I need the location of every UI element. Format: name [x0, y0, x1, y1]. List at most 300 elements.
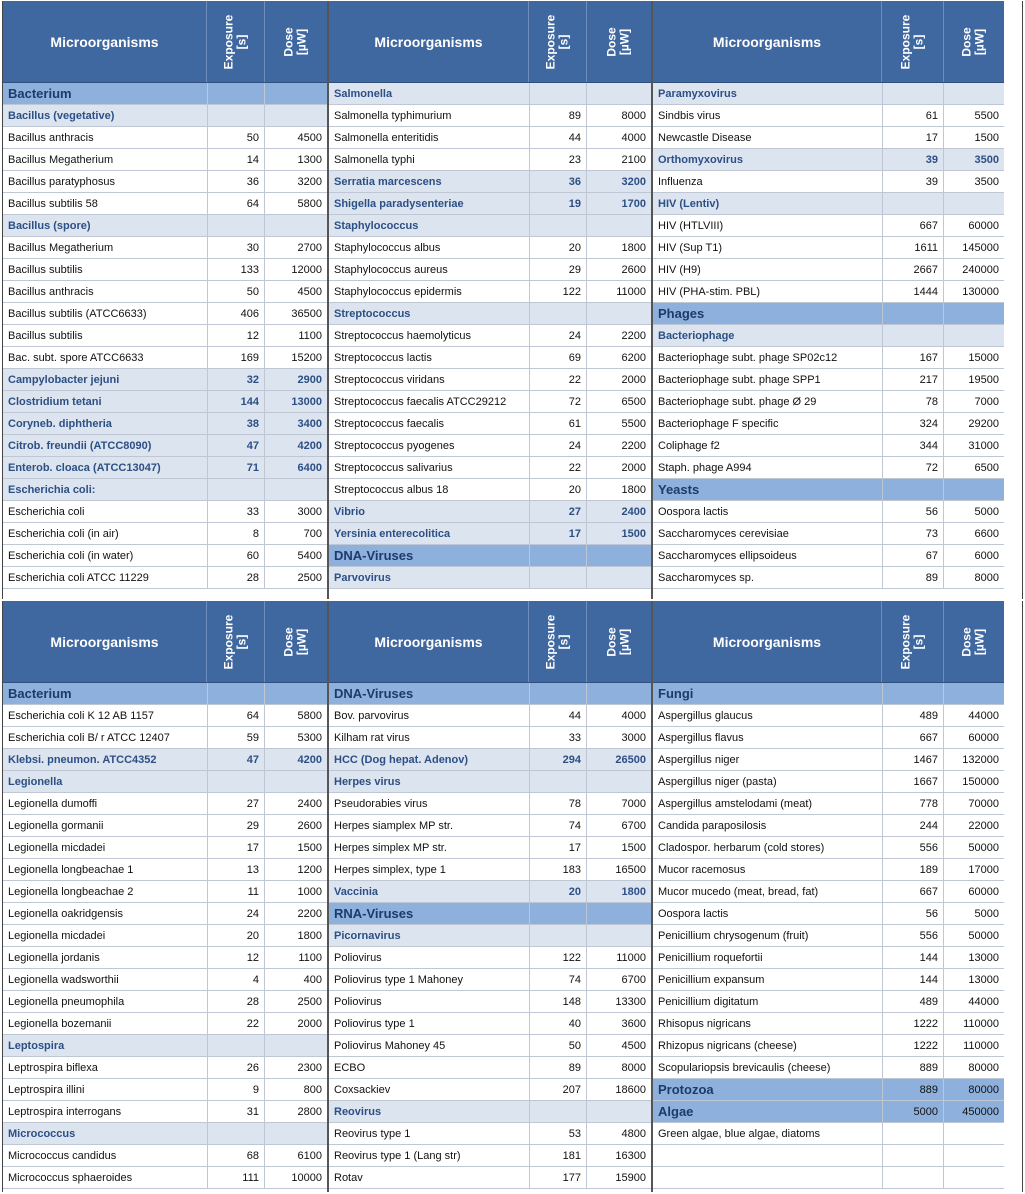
category-row [653, 1079, 1004, 1101]
table-row [3, 1145, 327, 1167]
header-exposure-label: Exposure [s] [221, 14, 249, 69]
subgroup-row [3, 413, 327, 435]
exposure-value [530, 215, 587, 236]
table-row [3, 545, 327, 567]
microorganism-name: Poliovirus Mahoney 45 [329, 1035, 530, 1056]
microorganism-name: Rotav [329, 1167, 530, 1188]
exposure-value: 28 [208, 567, 265, 588]
dose-value: 5300 [297, 731, 322, 744]
dose-value: 5500 [621, 417, 646, 430]
microorganism-name: Coxsackiev [329, 1079, 530, 1100]
dose-value [944, 479, 1004, 500]
dose-value: 2600 [621, 263, 646, 276]
microorganism-name: Aspergillus glaucus [653, 705, 883, 726]
exposure-value: 47 [208, 435, 265, 456]
table-panel [3, 1, 327, 599]
exposure-value: 69 [530, 347, 587, 368]
exposure-value [208, 1123, 265, 1144]
header-dose [943, 601, 1004, 682]
table-row [3, 1167, 327, 1189]
dose-value: 1300 [297, 153, 322, 166]
exposure-value: 20 [208, 925, 265, 946]
dose-value [587, 215, 651, 236]
exposure-value [883, 1167, 944, 1188]
exposure-value: 33 [530, 727, 587, 748]
dose-value: 132000 [962, 753, 999, 766]
exposure-value: 17 [208, 837, 265, 858]
dose-value: 2600 [297, 819, 322, 832]
dose-value: 11000 [616, 951, 646, 964]
dose-value: 5500 [974, 109, 999, 122]
table-row [653, 727, 1004, 749]
table-row [329, 325, 651, 347]
subgroup-row [329, 83, 651, 105]
table-row [329, 705, 651, 727]
exposure-value: 78 [530, 793, 587, 814]
table-row [3, 567, 327, 589]
dose-value: 3000 [297, 505, 322, 518]
exposure-value: 89 [530, 1057, 587, 1078]
microorganism-name: Penicillium expansum [653, 969, 883, 990]
microorganism-name: Leptrospira illini [3, 1079, 208, 1100]
exposure-value: 4 [208, 969, 265, 990]
table-row [653, 457, 1004, 479]
microorganism-name: ECBO [329, 1057, 530, 1078]
microorganism-name: HIV (H9) [653, 259, 883, 280]
exposure-value: 12 [208, 947, 265, 968]
table-row [653, 1167, 1004, 1189]
microorganism-name: Herpes simplex, type 1 [329, 859, 530, 880]
header-microorganisms: Microorganisms [374, 633, 483, 650]
microorganism-name: Leptospira [3, 1035, 208, 1056]
microorganism-name: Salmonella [329, 83, 530, 104]
dose-value [265, 83, 327, 104]
table-row [329, 237, 651, 259]
exposure-value: 20 [530, 237, 587, 258]
dose-value: 4500 [297, 131, 322, 144]
microorganism-name: Saccharomyces ellipsoideus [653, 545, 883, 566]
microorganism-name: Reovirus [329, 1101, 530, 1122]
exposure-value: 667 [883, 215, 944, 236]
subgroup-row [3, 1123, 327, 1145]
table-row [3, 947, 327, 969]
microorganism-name: Cladospor. herbarum (cold stores) [653, 837, 883, 858]
dose-value: 110000 [963, 1017, 999, 1030]
table-row [3, 705, 327, 727]
exposure-value: 144 [208, 391, 265, 412]
dose-value: 1100 [298, 951, 322, 964]
dose-value: 70000 [968, 797, 999, 810]
dose-value [944, 193, 1004, 214]
header-dose [586, 601, 651, 682]
header-dose-label: Dose [µW] [605, 626, 632, 657]
microorganism-name: HIV (Sup T1) [653, 237, 883, 258]
exposure-value: 111 [208, 1167, 265, 1188]
exposure-value: 74 [530, 969, 587, 990]
subgroup-row [329, 771, 651, 793]
exposure-value [208, 83, 265, 104]
dose-value: 2000 [621, 373, 646, 386]
exposure-value: 72 [883, 457, 944, 478]
exposure-value: 39 [883, 149, 944, 170]
exposure-value: 64 [208, 705, 265, 726]
dose-value: 13000 [291, 395, 322, 408]
dose-value [944, 325, 1004, 346]
table-block-top [2, 1, 1023, 599]
table-row [653, 1035, 1004, 1057]
header-dose [264, 1, 327, 82]
table-row [329, 391, 651, 413]
microorganism-name: Bov. parvovirus [329, 705, 530, 726]
table-row [3, 259, 327, 281]
header-dose [586, 1, 651, 82]
header-exposure [881, 1, 943, 82]
microorganism-name: Escherichia coli B/ r ATCC 12407 [3, 727, 208, 748]
dose-value [587, 83, 651, 104]
header-microorganisms: Microorganisms [712, 33, 822, 50]
microorganism-name: Bacillus subtilis [3, 259, 208, 280]
microorganism-name: Green algae, blue algae, diatoms [653, 1123, 883, 1144]
dose-value: 5800 [297, 709, 322, 722]
microorganism-name: Phages [653, 303, 883, 324]
header-dose-label: Dose [µW] [282, 26, 309, 57]
dose-value [944, 1123, 1004, 1144]
table-row [653, 259, 1004, 281]
microorganism-name: Escherichia coli [3, 501, 208, 522]
dose-value [265, 479, 327, 500]
microorganism-name: Bacillus (vegetative) [3, 105, 208, 126]
dose-value: 80000 [968, 1061, 999, 1074]
table-row [3, 149, 327, 171]
dose-value: 7000 [621, 797, 646, 810]
header-dose-label: Dose [µW] [960, 626, 987, 657]
microorganism-name: Streptococcus pyogenes [329, 435, 530, 456]
exposure-value [530, 545, 587, 566]
dose-value: 26500 [615, 753, 646, 766]
microorganism-name: Micrococcus candidus [3, 1145, 208, 1166]
microorganism-name: Streptococcus lactis [329, 347, 530, 368]
microorganism-name: Serratia marcescens [329, 171, 530, 192]
dose-value [944, 683, 1004, 704]
microorganism-name: Vaccinia [329, 881, 530, 902]
dose-value: 3500 [974, 175, 999, 188]
dose-value: 2700 [297, 241, 322, 254]
exposure-value: 13 [208, 859, 265, 880]
exposure-value: 30 [208, 237, 265, 258]
header-exposure-label: Exposure [s] [221, 614, 249, 669]
microorganism-name: Yersinia enterecolitica [329, 523, 530, 544]
microorganism-name: Clostridium tetani [3, 391, 208, 412]
microorganism-name: Legionella micdadei [3, 837, 208, 858]
exposure-value: 889 [883, 1057, 944, 1078]
header-dose [264, 601, 327, 682]
subgroup-row [3, 771, 327, 793]
exposure-value: 50 [208, 127, 265, 148]
exposure-value: 50 [530, 1035, 587, 1056]
table-row [653, 105, 1004, 127]
dose-value: 5800 [297, 197, 322, 210]
table-row [3, 969, 327, 991]
subgroup-row [329, 303, 651, 325]
dose-value: 5000 [974, 907, 999, 920]
exposure-value: 11 [208, 881, 265, 902]
table-row [653, 837, 1004, 859]
subgroup-row [329, 1101, 651, 1123]
table-row [329, 259, 651, 281]
microorganism-name: Oospora lactis [653, 903, 883, 924]
subgroup-row [329, 215, 651, 237]
header-microorganisms: Microorganisms [50, 33, 159, 50]
subgroup-row [329, 881, 651, 903]
dose-value: 240000 [962, 263, 999, 276]
dose-value: 60000 [968, 731, 999, 744]
microorganism-name: Reovirus type 1 (Lang str) [329, 1145, 530, 1166]
table-row [329, 991, 651, 1013]
header-exposure [206, 601, 264, 682]
exposure-value: 31 [208, 1101, 265, 1122]
table-row [653, 881, 1004, 903]
dose-value: 2400 [297, 797, 322, 810]
dose-value: 36500 [291, 307, 322, 320]
subgroup-row [3, 105, 327, 127]
exposure-value: 144 [883, 969, 944, 990]
microorganism-name: Sindbis virus [653, 105, 883, 126]
microorganism-name: Bacterium [3, 83, 208, 104]
table-row [329, 127, 651, 149]
microorganism-name: DNA-Viruses [329, 545, 530, 566]
dose-value [587, 303, 651, 324]
header-microorganisms: Microorganisms [50, 633, 159, 650]
dose-value: 2200 [297, 907, 322, 920]
microorganism-name: HCC (Dog hepat. Adenov) [329, 749, 530, 770]
dose-value: 6500 [974, 461, 999, 474]
microorganism-name: Orthomyxovirus [653, 149, 883, 170]
table-row [653, 369, 1004, 391]
microorganism-name: Bacillus subtilis [3, 325, 208, 346]
table-row [653, 215, 1004, 237]
table-row [3, 903, 327, 925]
exposure-value: 44 [530, 705, 587, 726]
dose-value: 2500 [297, 571, 322, 584]
table-row [3, 793, 327, 815]
table-row [653, 925, 1004, 947]
header-exposure [206, 1, 264, 82]
table-row [653, 347, 1004, 369]
subgroup-row [653, 193, 1004, 215]
table-row [329, 947, 651, 969]
table-row [653, 903, 1004, 925]
dose-value: 16300 [615, 1149, 646, 1162]
exposure-value: 60 [208, 545, 265, 566]
table-row [653, 969, 1004, 991]
microorganism-name: Algae [653, 1101, 883, 1122]
dose-value: 6100 [297, 1149, 322, 1162]
microorganism-name: Bacterium [3, 683, 208, 704]
exposure-value: 133 [208, 259, 265, 280]
dose-value: 44000 [968, 709, 999, 722]
table-row [3, 501, 327, 523]
dose-value: 1500 [621, 841, 646, 854]
microorganism-name: Staphylococcus aureus [329, 259, 530, 280]
dose-value: 2200 [621, 329, 646, 342]
dose-value: 1800 [621, 483, 646, 496]
microorganism-name: Bacteriophage subt. phage SPP1 [653, 369, 883, 390]
category-row [329, 545, 651, 567]
microorganism-name: HIV (Lentiv) [653, 193, 883, 214]
exposure-value: 56 [883, 501, 944, 522]
microorganism-name: Rhizopus nigricans (cheese) [653, 1035, 883, 1056]
table-block-bottom [2, 601, 1023, 1192]
exposure-value: 28 [208, 991, 265, 1012]
microorganism-name: Parvovirus [329, 567, 530, 588]
dose-value: 2200 [621, 439, 646, 452]
dose-value: 2800 [297, 1105, 322, 1118]
dose-value: 4200 [297, 439, 322, 452]
microorganism-name: Aspergillus flavus [653, 727, 883, 748]
exposure-value: 47 [208, 749, 265, 770]
table-row [329, 859, 651, 881]
exposure-value: 72 [530, 391, 587, 412]
microorganism-name: Saccharomyces sp. [653, 567, 883, 588]
microorganism-name: Candida paraposilosis [653, 815, 883, 836]
exposure-value [208, 771, 265, 792]
dose-value: 17000 [968, 863, 999, 876]
header-exposure-label: Exposure [s] [543, 614, 571, 669]
exposure-value [208, 215, 265, 236]
column-header-row [329, 601, 651, 683]
dose-value: 13300 [615, 995, 646, 1008]
dose-value: 1800 [621, 885, 646, 898]
subgroup-row [329, 193, 651, 215]
table-row [3, 815, 327, 837]
exposure-value: 14 [208, 149, 265, 170]
exposure-value: 40 [530, 1013, 587, 1034]
exposure-value: 24 [208, 903, 265, 924]
exposure-value: 1611 [883, 237, 944, 258]
table-row [329, 413, 651, 435]
microorganism-name: Bacillus (spore) [3, 215, 208, 236]
exposure-value: 207 [530, 1079, 587, 1100]
dose-value: 3500 [974, 153, 999, 166]
table-panel [3, 601, 327, 1192]
microorganism-name: Enterob. cloaca (ATCC13047) [3, 457, 208, 478]
microorganism-name: Streptococcus haemolyticus [329, 325, 530, 346]
exposure-value [530, 771, 587, 792]
exposure-value: 17 [883, 127, 944, 148]
subgroup-row [3, 479, 327, 501]
exposure-value: 122 [530, 947, 587, 968]
table-row [3, 127, 327, 149]
microorganism-name: Streptococcus faecalis [329, 413, 530, 434]
microorganism-name: Mucor mucedo (meat, bread, fat) [653, 881, 883, 902]
microorganism-name: Herpes simplex MP str. [329, 837, 530, 858]
exposure-value [883, 683, 944, 704]
table-row [329, 727, 651, 749]
dose-value: 3400 [297, 417, 322, 430]
table-row [653, 1013, 1004, 1035]
dose-value: 5400 [297, 549, 322, 562]
table-row [329, 1013, 651, 1035]
table-row [653, 413, 1004, 435]
table-row [3, 237, 327, 259]
exposure-value: 20 [530, 881, 587, 902]
microorganism-name: Saccharomyces cerevisiae [653, 523, 883, 544]
dose-value: 6500 [621, 395, 646, 408]
microorganism-name: Fungi [653, 683, 883, 704]
dose-value: 4500 [297, 285, 322, 298]
exposure-value: 22 [208, 1013, 265, 1034]
microorganism-name: Bacillus paratyphosus [3, 171, 208, 192]
exposure-value: 44 [530, 127, 587, 148]
microorganism-name: Bacteriophage subt. phage SP02c12 [653, 347, 883, 368]
category-row [329, 683, 651, 705]
dose-value: 8000 [621, 1061, 646, 1074]
exposure-value: 5000 [883, 1101, 944, 1122]
dose-value: 2000 [297, 1017, 322, 1030]
table-row [653, 947, 1004, 969]
exposure-value: 24 [530, 325, 587, 346]
exposure-value [530, 925, 587, 946]
exposure-value: 189 [883, 859, 944, 880]
exposure-value: 2667 [883, 259, 944, 280]
dose-value: 60000 [968, 885, 999, 898]
dose-value: 12000 [291, 263, 322, 276]
microorganism-name: Legionella wadsworthii [3, 969, 208, 990]
dose-value: 800 [303, 1083, 322, 1096]
exposure-value: 67 [883, 545, 944, 566]
dose-value [944, 1145, 1004, 1166]
microorganism-name: Kilham rat virus [329, 727, 530, 748]
microorganism-name: Legionella gormanii [3, 815, 208, 836]
microorganism-name: Poliovirus type 1 Mahoney [329, 969, 530, 990]
microorganism-name: Bacillus subtilis 58 [3, 193, 208, 214]
header-dose-label: Dose [µW] [282, 626, 309, 657]
dose-value [587, 771, 651, 792]
microorganism-name: Mucor racemosus [653, 859, 883, 880]
column-header-row [653, 1, 1004, 83]
table-row [653, 793, 1004, 815]
table-row [329, 479, 651, 501]
table-panel [329, 601, 651, 1192]
dose-value: 1500 [621, 527, 646, 540]
dose-value: 80000 [968, 1083, 999, 1096]
header-exposure-label: Exposure [s] [898, 614, 926, 669]
table-row [329, 457, 651, 479]
microorganism-name: Influenza [653, 171, 883, 192]
dose-value: 1700 [621, 197, 646, 210]
exposure-value: 32 [208, 369, 265, 390]
column-header-row [3, 601, 327, 683]
exposure-value: 9 [208, 1079, 265, 1100]
microorganism-name: Legionella oakridgensis [3, 903, 208, 924]
exposure-value [208, 1035, 265, 1056]
dose-value: 15900 [615, 1171, 646, 1184]
microorganism-name: Pseudorabies virus [329, 793, 530, 814]
dose-value [265, 1035, 327, 1056]
dose-value: 19500 [968, 373, 999, 386]
table-row [653, 545, 1004, 567]
header-exposure [528, 1, 586, 82]
dose-value: 450000 [962, 1105, 999, 1118]
microorganism-name: Legionella pneumophila [3, 991, 208, 1012]
microorganism-name: Coryneb. diphtheria [3, 413, 208, 434]
subgroup-row [329, 749, 651, 771]
exposure-value [883, 1145, 944, 1166]
exposure-value: 778 [883, 793, 944, 814]
dose-value: 18600 [615, 1083, 646, 1096]
dose-value: 3200 [621, 175, 646, 188]
exposure-value [530, 1101, 587, 1122]
